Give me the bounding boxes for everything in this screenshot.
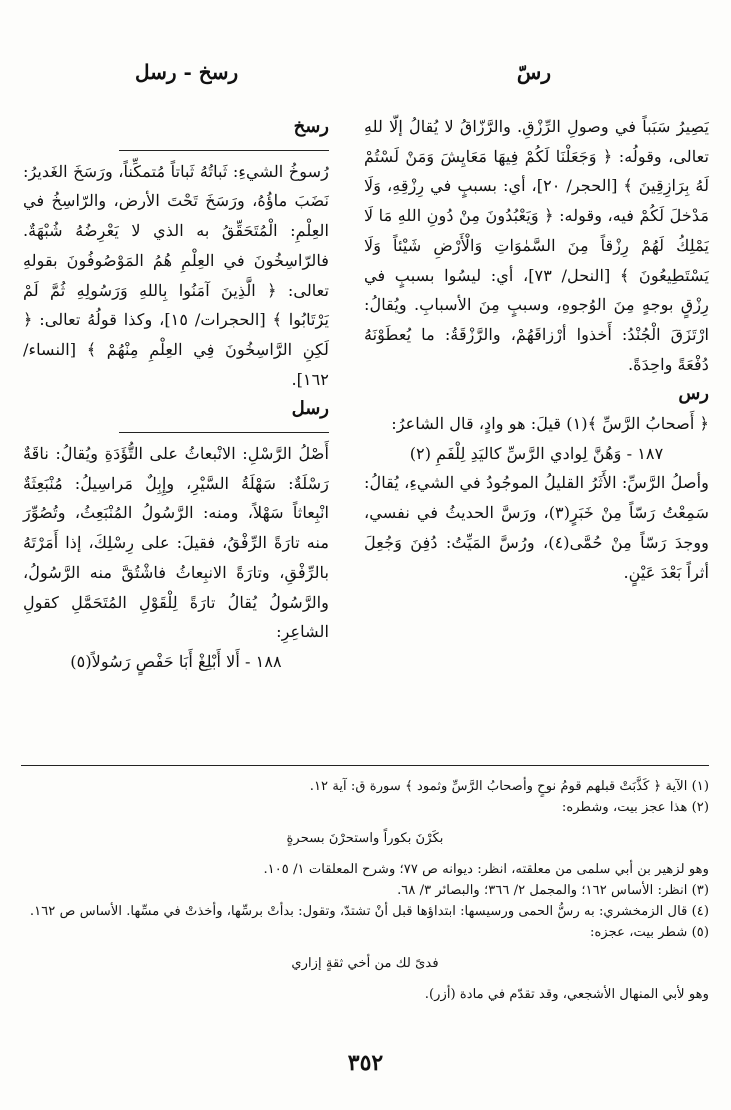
footnote: وهو لأبي المنهال الأشجعي، وقد تقدّم في مادة (أزر). — [424, 987, 709, 1002]
footnotes — [21, 765, 709, 1005]
footnote-verse: بكَرْنَ بكوراً واستحرْنَ بسحرةٍ — [286, 831, 444, 846]
footnote: (١) الآية ﴿ كَذَّبَتْ قبلهم قومُ نوحٍ وأصحابُ الرَّسِّ وثمود ﴾ سورة ق: آية ١٢. — [309, 779, 709, 794]
poetry-verse: ١٨٧ - وَهُنَّ لِوادي الرَّسِّ كاليَدِ لِلْفَمِ (٢) — [409, 443, 664, 463]
footnote-rule — [21, 765, 709, 766]
footnote: (٤) قال الزمخشري: به رسُّ الحمى ورسيسها: ابتداؤها قبل أنْ تشتدّ، وتقول: بدأتْ برسِّها، وأخذتْ في مسِّها. الأساس ص ١٦٢. — [29, 904, 709, 919]
entry-paragraph: رُسوخُ الشيءِ: ثَباتُهُ ثَباتاً مُتمكِّناً، ورَسَخَ الغَديرُ: نَضَبَ ماؤُهُ، ورَسَخَ تَحْتَ الأرض، والرّاسِخُ في العِلْمِ: الْمُتَحَقِّقُ به الذي لا يَعْرِضُهُ شُبْهَةٌ. فالرّاسِخُونَ في العِلْمِ هُمُ المَوْصُوفُونَ بقولهِ تعالى: ﴿ الَّذِينَ آمَنُوا بِاللهِ وَرَسُولِهِ ثُمَّ لَمْ يَرْتَابُوا ﴾ [الحجرات/ ١٥]، وكذا قولُهُ تعالى: ﴿ لَكِنِ الرَّاسِخُونَ فِي العِلْمِ مِنْهُمْ ﴾ [النساء/ ١٦٢]. — [23, 161, 329, 389]
running-header-right: رسّ — [516, 60, 551, 84]
heading-rule — [119, 432, 329, 433]
footnote: (٣) انظر: الأساس ١٦٢؛ والمجمل ٢/ ٣٦٦؛ والبصائر ٣/ ٦٨. — [397, 883, 709, 898]
entry-paragraph: وأصلُ الرَّسِّ: الأَثَرُ القليلُ الموجُودُ في الشيءِ، يُقالُ: سَمِعْتُ رَسّاً مِنْ خَبَرٍ(٣)، ورَسَّ الحديثُ في نفسي، ووجدَ رَسّاً مِنْ حُمَّى(٤)، ورُسَّ المَيِّتُ: دُفِنَ وَجُعِلَ أثراً بَعْدَ عَيْنٍ. — [364, 473, 710, 582]
footnote-verse: فدىً لك من أخي ثقةٍ إزاري — [291, 956, 439, 971]
entry-heading: رس — [678, 383, 709, 405]
entry-heading: رسل — [291, 398, 329, 420]
footnote: وهو لزهير بن أبي سلمى من معلقته، انظر: ديوانه ص ٧٧؛ وشرح المعلقات ١/ ١٠٥. — [263, 862, 709, 877]
footnote: (٢) هذا عجز بيت، وشطره: — [561, 800, 709, 815]
running-header-left: رسخ - رسل — [135, 60, 239, 84]
poetry-verse: ١٨٨ - أَلا أَبْلِغْ أَبَا حَفْصٍ رَسُولاً(٥) — [70, 651, 282, 671]
footnote: (٥) شطر بيت، عجزه: — [590, 925, 709, 940]
left-column — [23, 112, 329, 677]
entry-paragraph: يَصِيرُ سَبَباً في وصولِ الرِّزْقِ. والرَّزّاقُ لا يُقالُ إلّا للهِ تعالى، وقولُه: ﴿ وَجَعَلْنَا لَكُمْ فِيهَا مَعَايِشَ وَمَنْ لَسْتُمْ لَهُ بِرَازِقِينَ ﴾ [الحجر/ ٢٠]، أي: بسببٍ في رِزْقِهِ، وَلَا مَدْخلَ لَكُمْ فيه، وقوله: ﴿ وَيَعْبُدُونَ مِنْ دُونِ اللهِ مَا لَا يَمْلِكُ لَهُمْ رِزْقاً مِنَ السَّمٰوَاتِ وَالْأَرْضِ شَيْئاً وَلَا يَسْتَطِيعُونَ ﴾ [النحل/ ٧٣]، أي: ليسُوا بسببٍ في رِزْقٍ بوجهٍ مِنَ الوُجوهِ، وسببٍ مِنَ الأسبابِ. ويُقالُ: ارْتَزَقَ الْجُنْدُ: أَخذوا أرْزاقَهُمْ، والرَّزْقَةُ: ما يُعطَوْنَهُ دُفْعَةً واحِدَةً. — [364, 117, 709, 374]
heading-rule — [119, 150, 329, 151]
page-number: ٣٥٢ — [347, 1050, 384, 1076]
entry-paragraph: أَصْلُ الرَّسْلِ: الانْبعاثُ على التُّؤَدَةِ ويُقالُ: ناقَةٌ رَسْلَةٌ: سَهْلَةُ السَّيْرِ، وإِبِلٌ مَراسِيلُ: مُنْبَعِثَةٌ انْبِعاثاً سَهْلاً، ومنه: الرَّسُولُ المُنْبَعِثُ، وتُصُوِّرَ منه تارَةً الرِّفْقُ، فقيلَ: على رِسْلِكَ، إذا أَمَرْتَهُ بالرِّفْقِ، وتارَةً الانبِعاثُ فاشْتُقَّ منه الرَّسُولُ، والرَّسُولُ يُقالُ تارَةً لِلْقَوْلِ المُتَحَمَّلِ كقولِ الشاعِرِ: — [23, 444, 329, 642]
entry-heading: رسخ — [293, 116, 329, 137]
entry-paragraph: ﴿ أَصحابُ الرَّسِّ ﴾(١) قيلَ: هو وادٍ، قال الشاعرُ: — [391, 414, 709, 434]
right-column — [364, 112, 709, 587]
